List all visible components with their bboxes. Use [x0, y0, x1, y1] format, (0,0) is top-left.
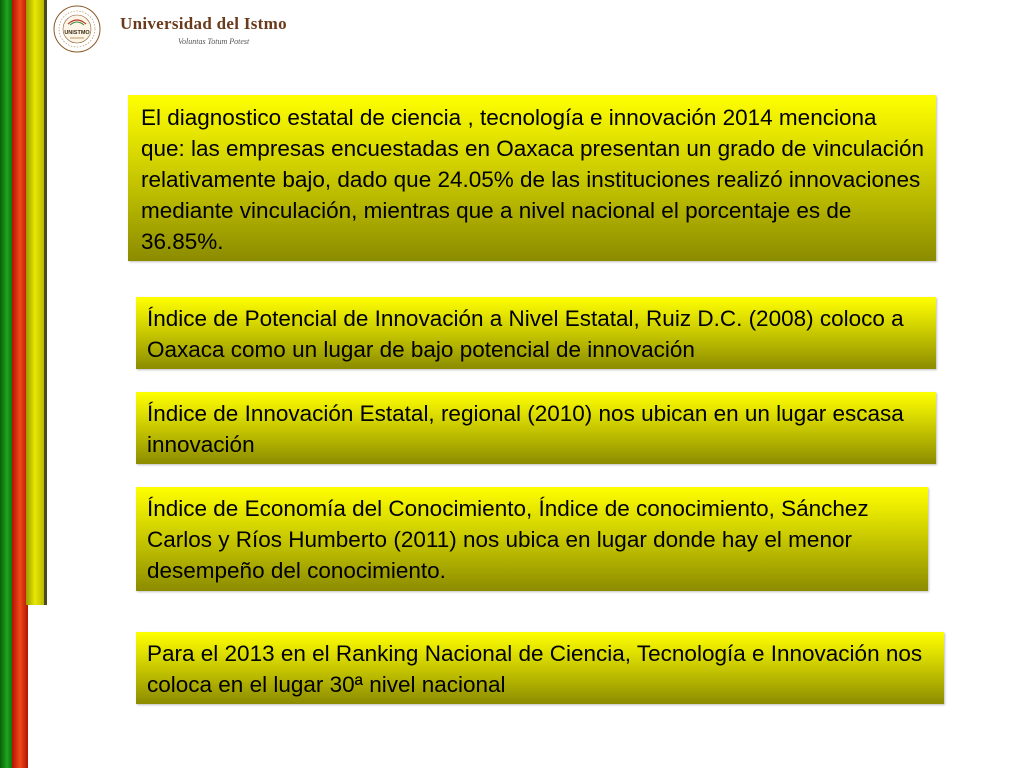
university-motto: Voluntas Totum Potest: [178, 37, 250, 46]
university-name: Universidad del Istmo: [120, 14, 287, 33]
text-box-potencial-innovacion-text: Índice de Potencial de Innovación a Nivel Estatal, Ruiz D.C. (2008) coloco a Oaxaca como un lugar de bajo potencial de innovación: [147, 306, 904, 362]
text-box-innovacion-estatal: [136, 392, 936, 464]
decorative-stripe-divider: [44, 0, 47, 605]
text-box-ranking-nacional-text: Para el 2013 en el Ranking Nacional de Ciencia, Tecnología e Innovación nos coloca en el lugar 30ª nivel nacional: [147, 641, 923, 697]
decorative-stripe-yellow: [26, 0, 46, 605]
university-seal-icon: [52, 4, 102, 54]
text-box-potencial-innovacion: [136, 297, 936, 369]
text-box-innovacion-estatal-text: Índice de Innovación Estatal, regional (2010) nos ubican en un lugar escasa innovación: [147, 401, 904, 457]
text-box-economia-conocimiento: [136, 487, 928, 591]
text-box-diagnostico: [128, 95, 936, 261]
university-logo: [52, 4, 302, 54]
text-box-ranking-nacional: [136, 632, 944, 704]
seal-label: UNISTMO: [64, 30, 90, 36]
text-box-diagnostico-text: El diagnostico estatal de ciencia , tecnología e innovación 2014 menciona que: las empresas encuestadas en Oaxaca presentan un grado de vinculación relativamente bajo, dado que 24.05% de las instituciones realizó innovaciones mediante vinculación, mientras que a nivel nacional el porcentaje es de 36.85%.: [141, 105, 925, 254]
text-box-economia-conocimiento-text: Índice de Economía del Conocimiento, Índice de conocimiento, Sánchez Carlos y Ríos Humberto (2011) nos ubica en lugar donde hay el menor desempeño del conocimiento.: [147, 496, 869, 583]
